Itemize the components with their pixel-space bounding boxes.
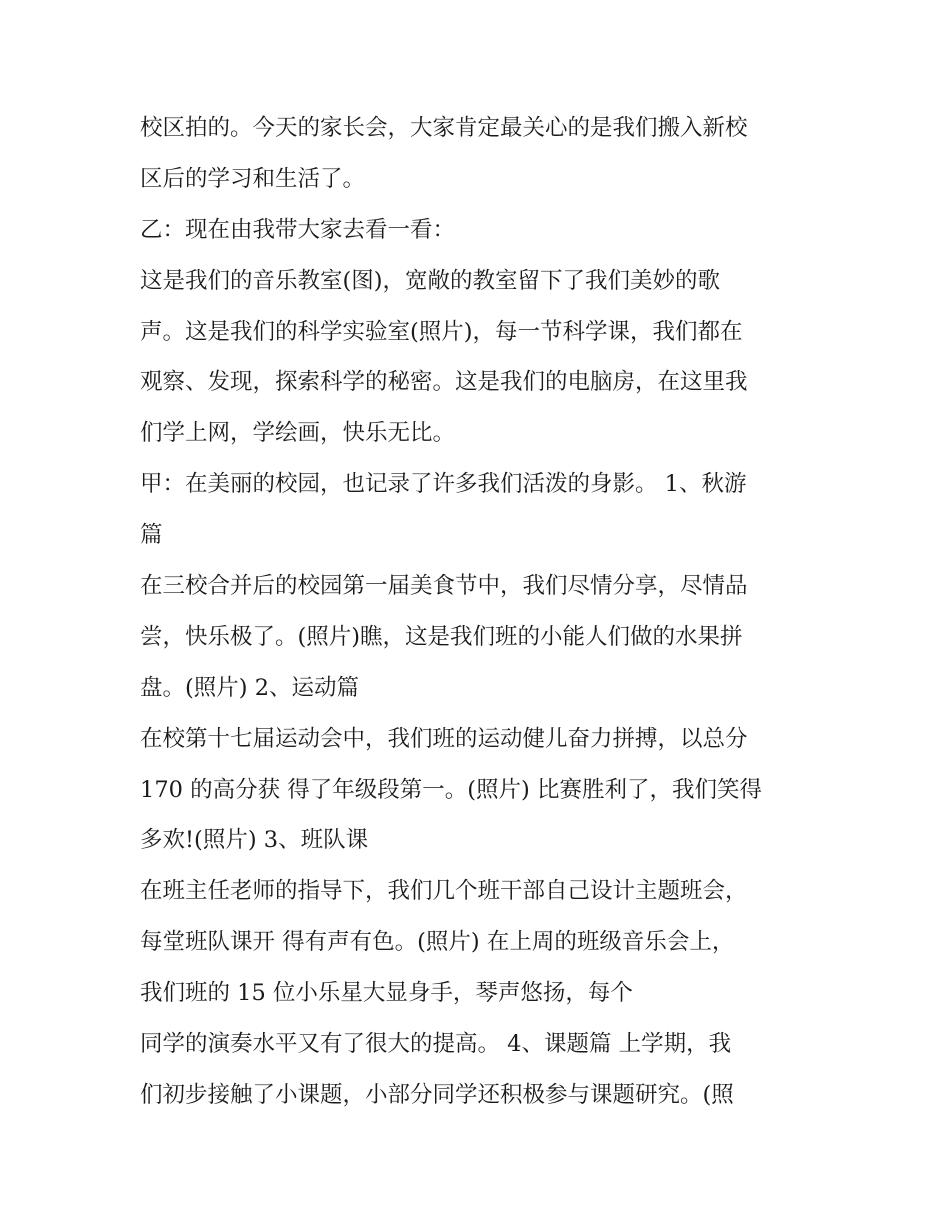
- text-line: 我们班的 15 位小乐星大显身手，琴声悠扬，每个: [140, 980, 633, 1007]
- text-line: 乙：现在由我带大家去看一看：: [140, 216, 456, 243]
- text-line: 170 的高分获 得了年级段第一。(照片) 比赛胜利了，我们笑得: [140, 776, 762, 803]
- text-line: 在班主任老师的指导下，我们几个班干部自己设计主题班会，: [140, 878, 748, 905]
- text-line: 校区拍的。今天的家长会，大家肯定最关心的是我们搬入新校: [140, 115, 748, 141]
- text-line: 在校第十七届运动会中，我们班的运动健儿奋力拼搏，以总分: [140, 725, 748, 752]
- text-line: 们初步接触了小课题，小部分同学还积极参与课题研究。(照: [140, 1081, 734, 1108]
- text-line: 在三校合并后的校园第一届美食节中，我们尽情分享，尽情品: [140, 573, 748, 600]
- text-line: 多欢!(照片) 3、班队课: [140, 827, 369, 854]
- text-line: 甲：在美丽的校园，也记录了许多我们活泼的身影。 1、秋游: [140, 471, 747, 498]
- text-line: 盘。(照片) 2、运动篇: [140, 674, 360, 701]
- text-line: 每堂班队课开 得有声有色。(照片) 在上周的班级音乐会上，: [140, 929, 735, 956]
- text-line: 观察、发现，探索科学的秘密。这是我们的电脑房，在这里我: [140, 369, 748, 396]
- text-line: 篇: [140, 522, 163, 549]
- text-line: 尝，快乐极了。(照片)瞧，这是我们班的小能人们做的水果拼: [140, 623, 743, 650]
- text-line: 们学上网，学绘画，快乐无比。: [140, 420, 456, 447]
- text-line: 这是我们的音乐教室(图)，宽敞的教室留下了我们美妙的歌: [140, 267, 721, 294]
- text-line: 声。这是我们的科学实验室(照片)，每一节科学课，我们都在: [140, 318, 743, 345]
- document-body: [140, 103, 820, 1121]
- text-line: 同学的演奏水平又有了很大的提高。 4、课题篇 上学期，我: [140, 1031, 732, 1058]
- text-line: 区后的学习和生活了。: [140, 165, 366, 192]
